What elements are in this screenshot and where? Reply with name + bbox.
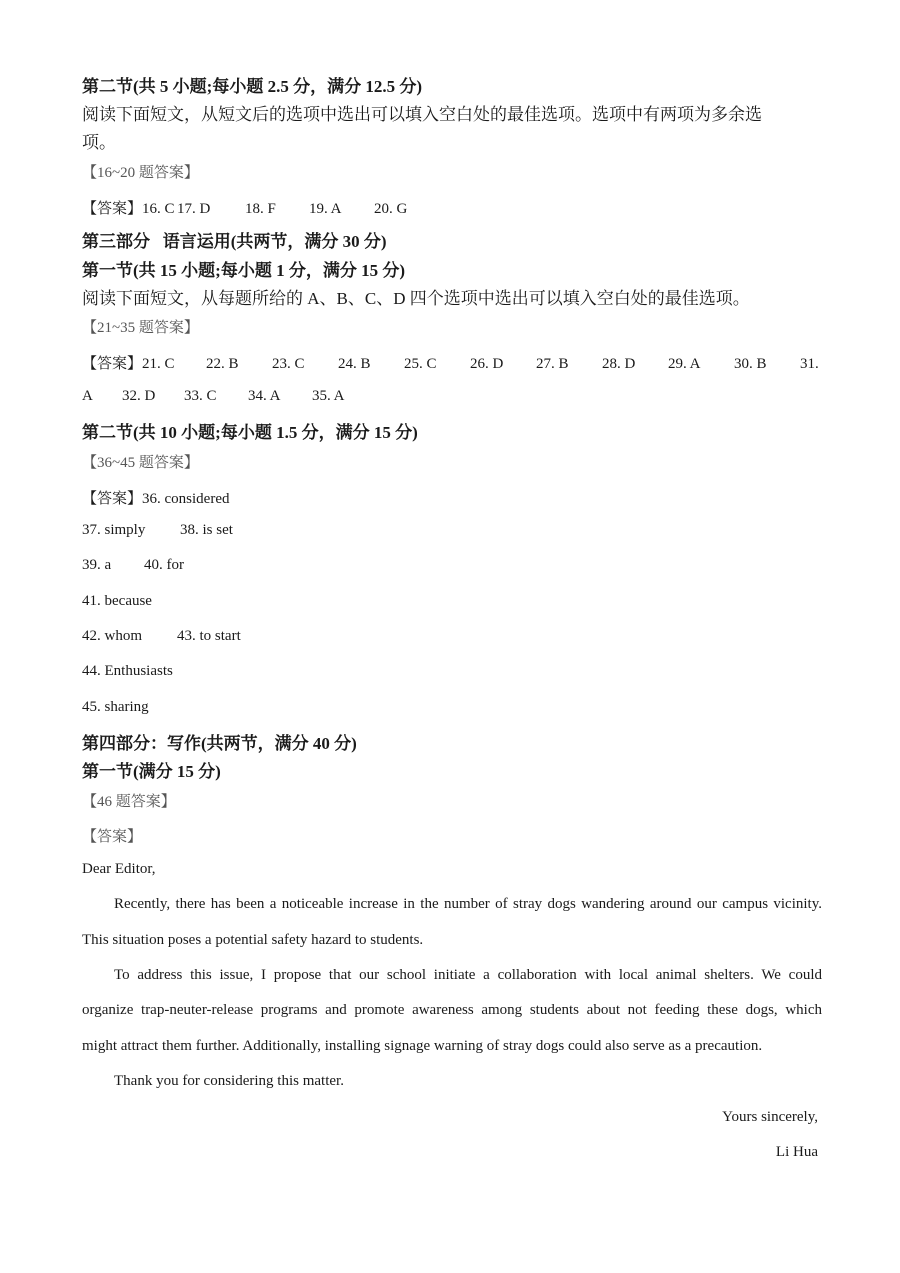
letter-p3: Thank you for considering this matter. [114,1073,344,1089]
answer-43: 43. to start [177,628,241,644]
answers-37-38 [82,522,233,539]
answer-25: 25. C [404,356,437,372]
answer-37: 37. simply [82,522,146,538]
answer-34: 34. A [248,388,281,404]
answer-35: 35. A [312,388,345,404]
letter-p1-line1: Recently, there has been a noticeable increase in the number of stray dogs wandering around our campus vicinity. [114,896,822,912]
answer-31-number: 31. [800,356,819,372]
answer-18: 18. F [245,201,276,217]
part3-section1-instruction: 阅读下面短文，从每题所给的 A、B、C、D 四个选项中选出可以填入空白处的最佳选项。 [82,289,750,308]
answer-30: 30. B [734,356,767,372]
answer-38: 38. is set [180,522,233,538]
q16-20-answers [82,197,407,218]
answer-26: 26. D [470,356,504,372]
part3-title: 第三部分 语言运用(共两节，满分 30 分) [82,232,387,251]
q36-45-tag: 【36~45 题答案】 [82,455,199,471]
part3-section1-title: 第一节(共 15 小题;每小题 1 分，满分 15 分) [82,261,405,280]
answer-20: 20. G [374,201,408,217]
answer-22: 22. B [206,356,239,372]
part3-section2-title: 第二节(共 10 小题;每小题 1.5 分，满分 15 分) [82,423,418,442]
q46-tag: 【46 题答案】 [82,794,176,810]
answer-21: 【答案】21. C [82,356,175,372]
section2-title: 第二节(共 5 小题;每小题 2.5 分，满分 12.5 分) [82,77,422,96]
answer-24: 24. B [338,356,371,372]
answer-28: 28. D [602,356,636,372]
answer-41: 41. because [82,593,152,609]
letter-closing: Yours sincerely, [722,1109,818,1125]
answer-39: 39. a [82,557,112,573]
answers-42-43 [82,628,241,645]
part4-title: 第四部分：写作(共两节，满分 40 分) [82,734,357,753]
answers-39-40 [82,557,184,574]
answer-29: 29. A [668,356,701,372]
answer-45: 45. sharing [82,699,149,715]
section2-instruction-line2: 项。 [82,133,116,152]
q21-35-answers-row2 [82,388,345,405]
part4-section1-title: 第一节(满分 15 分) [82,762,221,781]
q16-20-tag: 【16~20 题答案】 [82,165,199,181]
letter-p1-line2: This situation poses a potential safety hazard to students. [82,932,424,948]
answer-42: 42. whom [82,628,142,644]
answer-27: 27. B [536,356,569,372]
answer-17: 17. D [177,201,211,217]
answer-31-letter: A [82,388,93,404]
answer-40: 40. for [144,557,184,573]
letter-p2-line1: To address this issue, I propose that our school initiate a collaboration with local animal shelters. We could [114,967,822,983]
letter-p2-line2: organize trap-neuter-release programs and promote awareness among students about not feeding these dogs, which [82,1002,822,1018]
answer-44: 44. Enthusiasts [82,663,173,679]
answer-16: 【答案】16. C [82,201,175,217]
letter-p2-line3: might attract them further. Additionally, installing signage warning of stray dogs could also serve as a precaution. [82,1038,763,1054]
answer-36: 【答案】36. considered [82,491,230,507]
answer-19: 19. A [309,201,342,217]
letter-salutation: Dear Editor, [82,861,156,877]
answer-label: 【答案】 [82,829,143,845]
q21-35-tag: 【21~35 题答案】 [82,320,199,336]
letter-signature: Li Hua [775,1144,818,1160]
section2-instruction-line1: 阅读下面短文，从短文后的选项中选出可以填入空白处的最佳选项。选项中有两项为多余选 [82,105,762,124]
answer-33: 33. C [184,388,217,404]
q21-35-answers-row1 [82,352,819,373]
answer-32: 32. D [122,388,156,404]
answer-23: 23. C [272,356,305,372]
